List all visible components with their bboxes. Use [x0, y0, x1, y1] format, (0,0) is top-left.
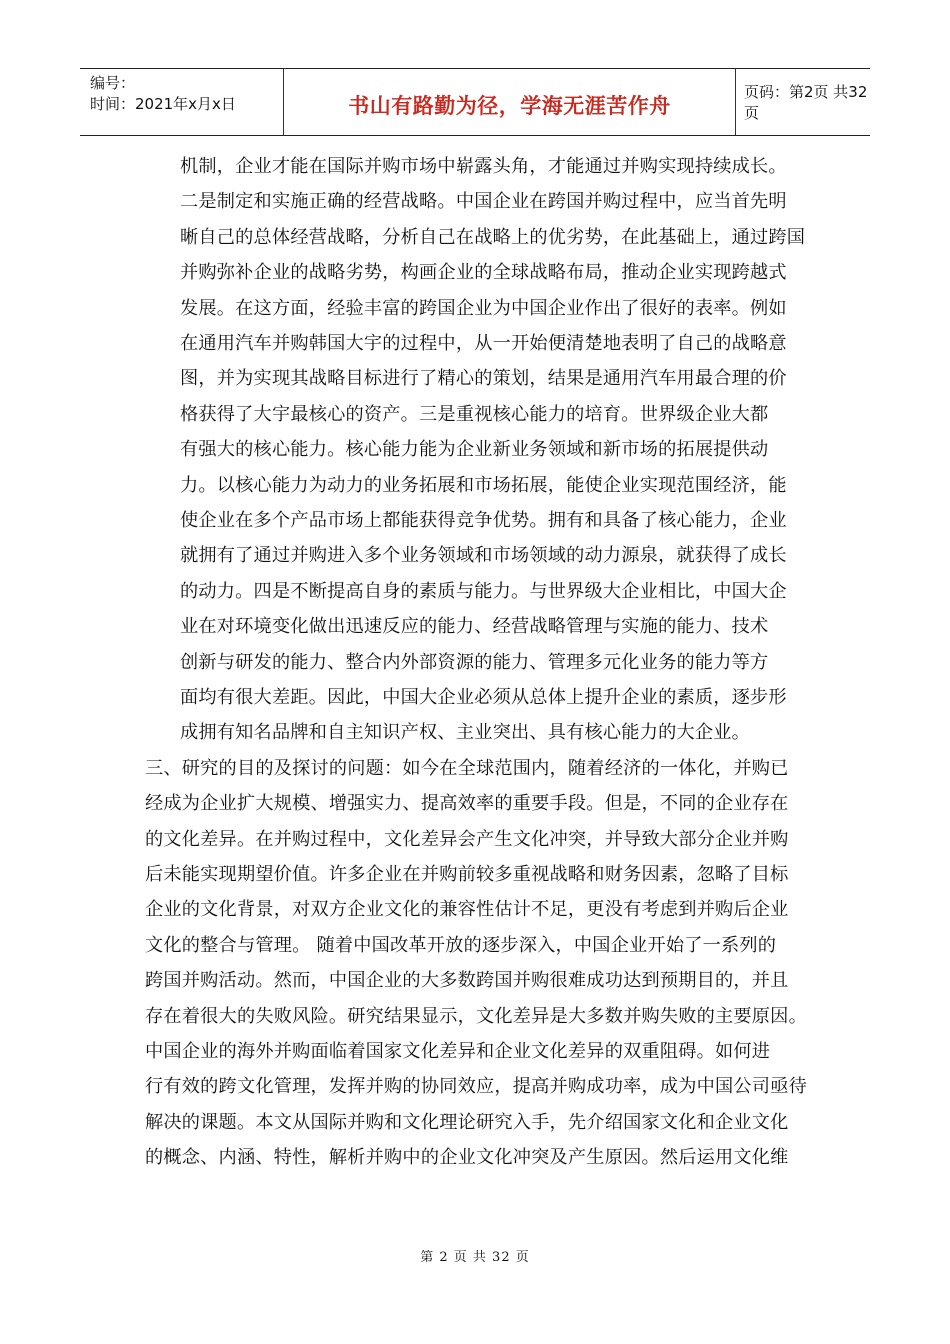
body-line: 力。以核心能力为动力的业务拓展和市场拓展，能使企业实现范围经济，能	[180, 474, 787, 496]
header-page-cell	[736, 69, 870, 135]
page-indicator: 页码：第2页 共32页	[744, 83, 868, 122]
body-line: 并购弥补企业的战略劣势，构画企业的全球战略布局，推动企业实现跨越式	[180, 262, 787, 284]
body-line: 格获得了大宇最核心的资产。三是重视核心能力的培育。世界级企业大都	[180, 403, 769, 425]
motto-text: 书山有路勤为径，学海无涯苦作舟	[348, 94, 671, 118]
body-line: 的文化差异。在并购过程中，文化差异会产生文化冲突，并导致大部分企业并购	[145, 828, 789, 850]
body-line: 跨国并购活动。然而，中国企业的大多数跨国并购很难成功达到预期目的，并且	[145, 970, 789, 992]
body-line: 成拥有知名品牌和自主知识产权、主业突出、具有核心能力的大企业。	[180, 722, 751, 744]
body-line: 机制，企业才能在国际并购市场中崭露头角，才能通过并购实现持续成长。	[180, 156, 787, 177]
page-footer: 第 2 页 共 32 页	[420, 1250, 530, 1265]
body-line: 有强大的核心能力。核心能力能为企业新业务领域和新市场的拓展提供动	[180, 439, 769, 461]
date-label: 时间：2021年x月x日	[90, 95, 236, 113]
code-label: 编号：	[90, 74, 136, 92]
body-line: 就拥有了通过并购进入多个业务领域和市场领域的动力源泉，就获得了成长	[180, 545, 787, 567]
body-line: 行有效的跨文化管理，发挥并购的协同效应，提高并购成功率，成为中国公司亟待	[145, 1076, 807, 1098]
body-line: 的概念、内涵、特性，解析并购中的企业文化冲突及产生原因。然后运用文化维	[145, 1147, 789, 1169]
body-line: 面均有很大差距。因此，中国大企业必须从总体上提升企业的素质，逐步形	[180, 687, 787, 708]
body-line: 企业的文化背景，对双方企业文化的兼容性估计不足，更没有考虑到并购后企业	[145, 899, 789, 921]
body-line: 二是制定和实施正确的经营战略。中国企业在跨国并购过程中，应当首先明	[180, 191, 787, 213]
body-line: 的动力。四是不断提高自身的素质与能力。与世界级大企业相比，中国大企	[180, 580, 787, 602]
body-line: 经成为企业扩大规模、增强实力、提高效率的重要手段。但是，不同的企业存在	[145, 793, 789, 815]
header-motto-cell	[284, 69, 736, 135]
body-line: 在通用汽车并购韩国大宇的过程中，从一开始便清楚地表明了自己的战略意	[180, 333, 787, 354]
body-line: 图，并为实现其战略目标进行了精心的策划，结果是通用汽车用最合理的价	[180, 368, 787, 390]
body-line: 解决的课题。本文从国际并购和文化理论研究入手，先介绍国家文化和企业文化	[145, 1111, 789, 1133]
body-line: 后未能实现期望价值。许多企业在并购前较多重视战略和财务因素，忽略了目标	[145, 864, 789, 885]
body-line: 存在着很大的失败风险。研究结果显示，文化差异是大多数并购失败的主要原因。	[145, 1005, 807, 1027]
page-header	[80, 68, 870, 136]
body-line: 文化的整合与管理。 随着中国改革开放的逐步深入，中国企业开始了一系列的	[145, 934, 777, 956]
body-line: 使企业在多个产品市场上都能获得竞争优势。拥有和具备了核心能力，企业	[180, 510, 787, 531]
body-line: 创新与研发的能力、整合内外部资源的能力、管理多元化业务的能力等方	[180, 651, 769, 673]
header-meta-cell	[80, 69, 284, 135]
body-line: 中国企业的海外并购面临着国家文化差异和企业文化差异的双重阻碍。如何进	[145, 1041, 771, 1062]
body-line: 晰自己的总体经营战略，分析自己在战略上的优劣势，在此基础上，通过跨国	[180, 226, 806, 248]
body-line: 业在对环境变化做出迅速反应的能力、经营战略管理与实施的能力、技术	[180, 616, 769, 638]
body-line: 发展。在这方面，经验丰富的跨国企业为中国企业作出了很好的表率。例如	[180, 297, 787, 319]
section-heading-line: 三、研究的目的及探讨的问题：如今在全球范围内，随着经济的一体化，并购已	[145, 757, 789, 779]
